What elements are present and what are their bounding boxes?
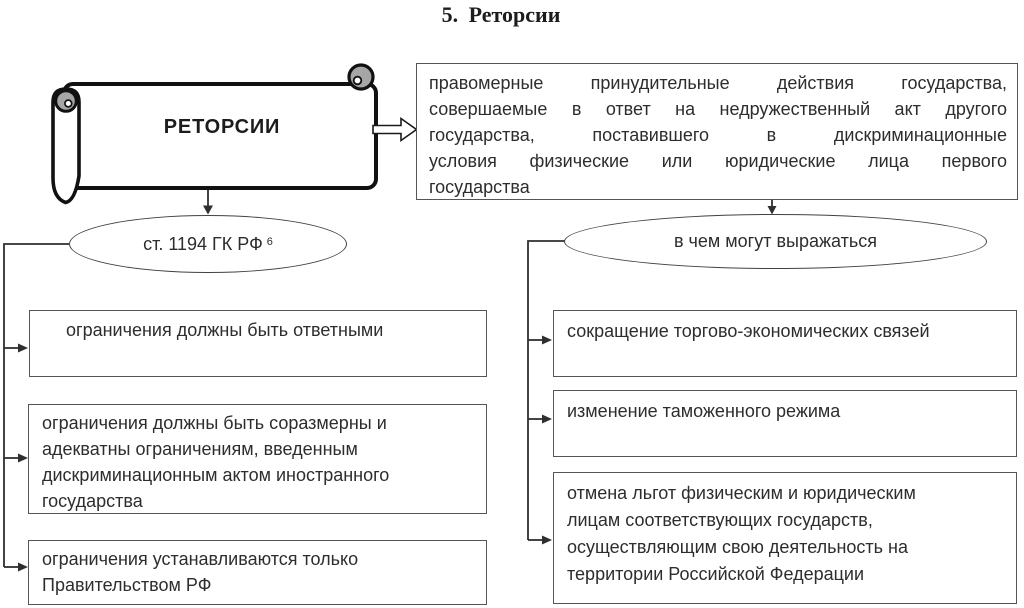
- footnote-marker: 6: [266, 236, 273, 248]
- text-line: изменение таможенного режима: [567, 401, 841, 421]
- definition-box: [416, 63, 1018, 200]
- text-line: ограничения должны быть соразмерны и: [42, 413, 387, 433]
- text-line: осуществляющим свою деятельность на: [567, 537, 909, 557]
- text-line: сокращение торгово-экономических связей: [567, 321, 930, 341]
- article-reference-text: ст. 1194 ГК РФ: [143, 233, 263, 254]
- left-condition-box-3: [28, 540, 487, 605]
- right-measure-box-2: [553, 390, 1017, 457]
- text-line: ограничения устанавливаются только: [42, 549, 359, 569]
- ellipse-article-reference: [69, 215, 347, 273]
- right-measure-box-1: [553, 310, 1017, 377]
- down-arrow-to-left-ellipse: [203, 190, 213, 215]
- ellipse-expression-forms: [564, 214, 987, 269]
- text-line: совершаемые в ответ на недружественный акт другого: [429, 99, 1007, 119]
- text-line: дискриминационным актом иностранного: [42, 465, 390, 485]
- text-line: государства: [42, 491, 143, 511]
- scroll-banner-label: РЕТОРСИИ: [163, 116, 281, 138]
- text-line: лицам соответствующих государств,: [567, 510, 873, 530]
- text-line: правомерные принудительные действия государства,: [429, 73, 1007, 93]
- expression-forms-text: в чем могут выражаться: [673, 231, 878, 251]
- text-line: государства, поставившего в дискриминационные: [429, 125, 1007, 145]
- connector-right-arrowheads: [542, 336, 552, 545]
- down-arrow-to-right-ellipse: [768, 200, 777, 215]
- left-condition-box-1: [29, 310, 487, 377]
- scroll-top-curl-icon: [349, 65, 373, 89]
- right-measure-box-3: [553, 472, 1017, 604]
- text-line: отмена льгот физическим и юридическим: [567, 483, 916, 503]
- text-line: территории Российской Федерации: [567, 564, 865, 584]
- text-line: адекватны ограничениям, введенным: [42, 439, 358, 459]
- connector-left-arrowheads: [18, 344, 28, 572]
- left-condition-box-2: [28, 404, 487, 514]
- text-line: Правительством РФ: [42, 575, 212, 595]
- text-line: государства: [429, 177, 530, 197]
- text-line: ограничения должны быть ответными: [66, 320, 384, 340]
- text-line: условия физические или юридические лица первого: [429, 151, 1007, 171]
- page-title: 5. Реторсии: [441, 2, 561, 27]
- block-arrow-icon: [373, 119, 417, 141]
